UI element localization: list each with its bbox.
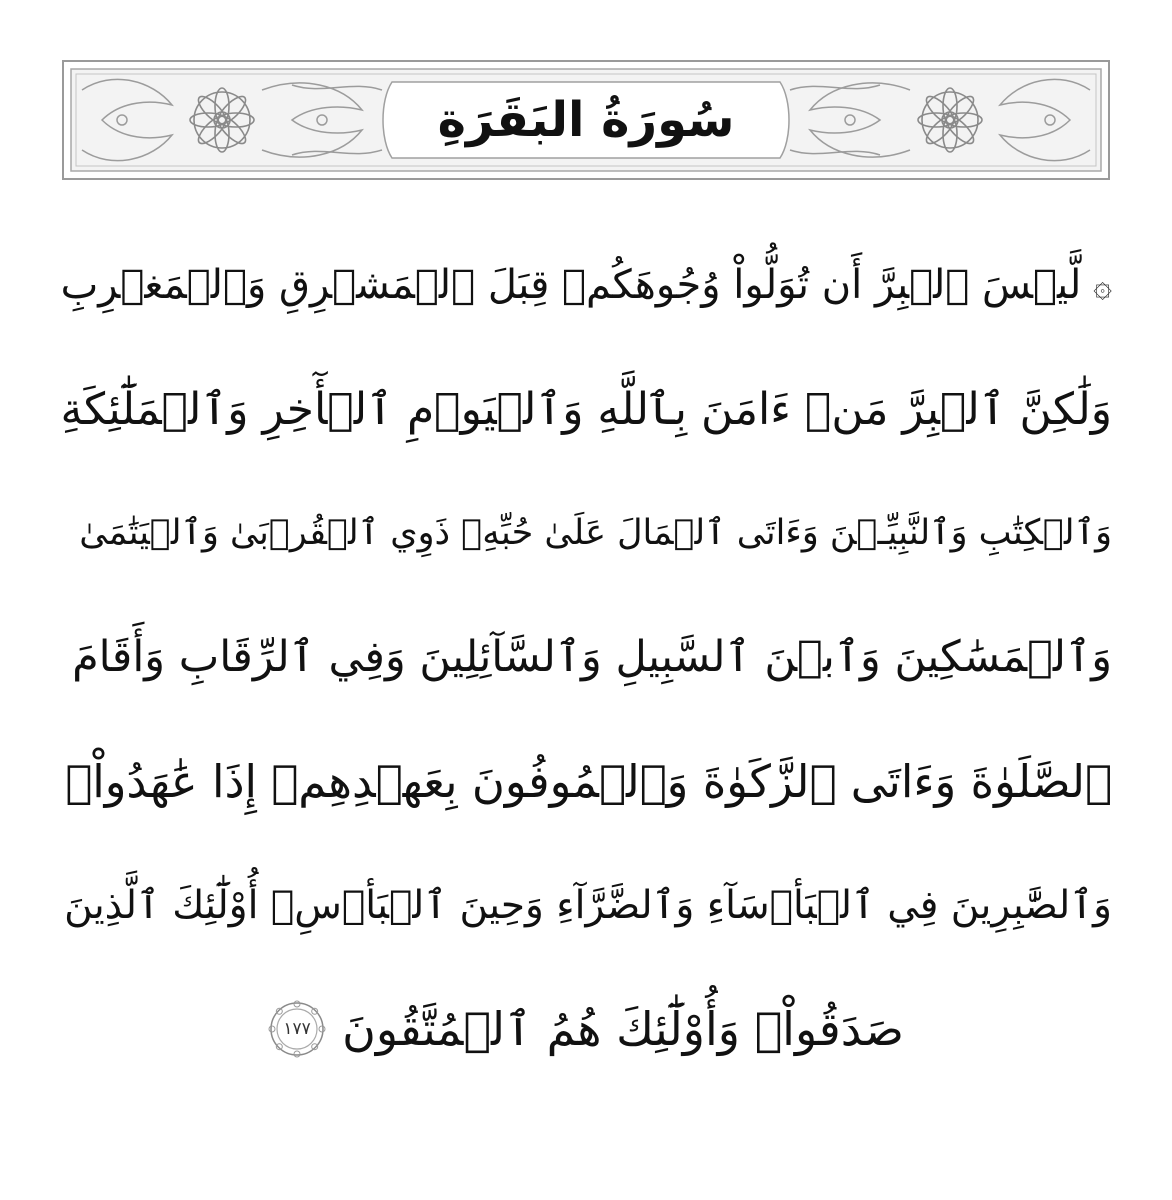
verse-line-text: وَٱلصَّٰبِرِينَ فِي ٱلۡبَأۡسَآءِ وَٱلضَّرَّآءِ وَحِينَ ٱلۡبَأۡسِۗ أُوْلَٰٓئِكَ ٱلَّذِينَ: [64, 882, 1112, 928]
surah-title: سُورَةُ البَقَرَةِ: [437, 92, 735, 148]
verse-text-block: [60, 230, 1112, 1150]
surah-header-banner: [62, 60, 1110, 180]
verse-line-1: [60, 230, 1112, 340]
verse-line-text: وَٱلۡمَسَٰكِينَ وَٱبۡنَ ٱلسَّبِيلِ وَٱلسَّآئِلِينَ وَفِي ٱلرِّقَابِ وَأَقَامَ: [72, 632, 1112, 682]
verse-line-text: صَدَقُواْۖ وَأُوْلَٰٓئِكَ هُمُ ٱلۡمُتَّقُونَ: [342, 1002, 904, 1056]
verse-line-7: [60, 974, 1112, 1084]
ayah-number: ١٧٧: [283, 1019, 311, 1039]
ayah-end-marker: [268, 1000, 326, 1058]
verse-line-text: وَلَٰكِنَّ ٱلۡبِرَّ مَنۡ ءَامَنَ بِٱللَّهِ وَٱلۡيَوۡمِ ٱلۡأٓخِرِ وَٱلۡمَلَٰٓئِكَةِ: [60, 383, 1112, 435]
verse-line-2: [60, 354, 1112, 464]
verse-line-text: لَّيۡسَ ٱلۡبِرَّ أَن تُوَلُّواْ وُجُوهَكُمۡ قِبَلَ ٱلۡمَشۡرِقِ وَٱلۡمَغۡرِبِ: [60, 262, 1082, 308]
verse-line-text: ٱلصَّلَوٰةَ وَءَاتَى ٱلزَّكَوٰةَ وَٱلۡمُوفُونَ بِعَهۡدِهِمۡ إِذَا عَٰهَدُواْۖ: [65, 754, 1112, 808]
verse-line-text: وَٱلۡكِتَٰبِ وَٱلنَّبِيِّـۧنَ وَءَاتَى ٱلۡمَالَ عَلَىٰ حُبِّهِۦ ذَوِي ٱلۡقُرۡبَىٰ وَٱلۡيَتَٰمَىٰ: [79, 513, 1112, 553]
verse-line-3: [60, 478, 1112, 588]
verse-line-6: [60, 850, 1112, 960]
verse-line-4: [60, 602, 1112, 712]
verse-line-5: [60, 726, 1112, 836]
hizb-quarter-icon: ۞: [1093, 266, 1112, 304]
